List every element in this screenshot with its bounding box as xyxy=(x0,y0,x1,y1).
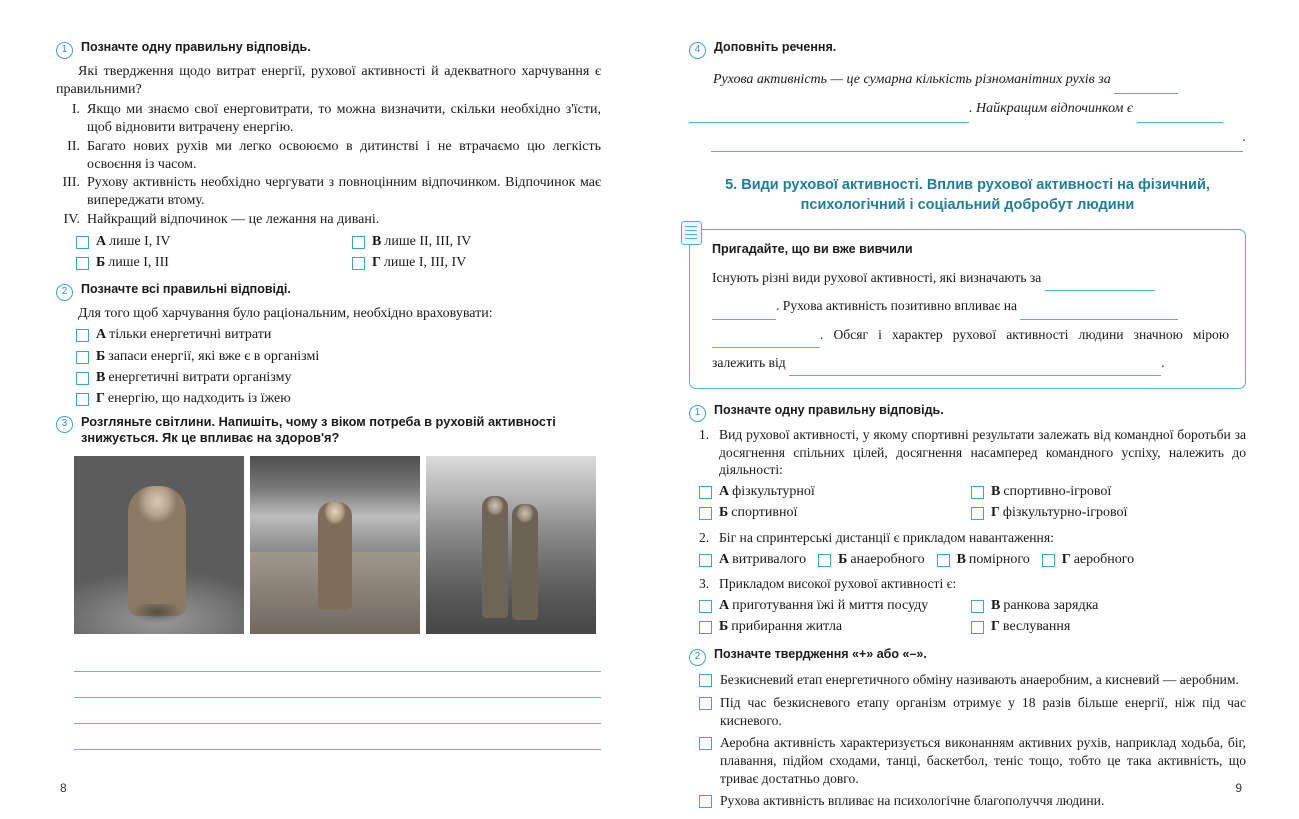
answer-line[interactable] xyxy=(74,646,601,672)
question-row xyxy=(699,426,1246,479)
task-4-title: Доповніть речення. xyxy=(714,40,837,54)
option-v[interactable] xyxy=(971,597,1246,615)
question-text: Біг на спринтерські дистанції є прикладом навантаження: xyxy=(719,530,1054,546)
task-3-photos xyxy=(74,456,601,634)
blank-field[interactable] xyxy=(789,348,1161,376)
checkbox-icon[interactable] xyxy=(971,621,984,634)
option-label: помірного xyxy=(968,551,1030,567)
option-letter: Г xyxy=(991,505,1000,521)
question-text: Прикладом високої рухової активності є: xyxy=(719,576,957,592)
task-1-title: Позначте одну правильну відповідь. xyxy=(81,40,311,54)
blank-field[interactable] xyxy=(1137,94,1223,123)
option-letter: В xyxy=(991,597,1001,613)
option-letter: В xyxy=(372,234,382,250)
option-label: спортивної xyxy=(731,505,798,521)
option-g[interactable] xyxy=(971,618,1246,636)
option-b[interactable] xyxy=(76,254,348,272)
recall-part-2: . Рухова активність позитивно впливає на xyxy=(776,298,1018,314)
option-letter: Б xyxy=(719,618,729,634)
task-2-options xyxy=(76,326,601,408)
task-3-answer-area[interactable] xyxy=(74,646,601,750)
option-label: енергетичні витрати організму xyxy=(108,369,292,385)
statement-text: Під час безкисневого етапу організм отримує у 18 разів більше енергії, ніж під час кисневого. xyxy=(720,694,1246,728)
option-label: запаси енергії, які вже є в організмі xyxy=(108,348,320,364)
option-label: лише I, III, IV xyxy=(383,255,467,271)
photo-woman-jogging xyxy=(250,456,420,634)
option-label: лише I, III xyxy=(108,255,169,271)
task-3-header xyxy=(56,414,601,446)
book-icon xyxy=(681,221,702,245)
option-label: фізкультурно-ігрової xyxy=(1002,505,1128,521)
option-b[interactable] xyxy=(818,551,924,569)
checkbox-icon[interactable] xyxy=(699,621,712,634)
page-number-left: 8 xyxy=(60,781,67,795)
section-title-line-2: психологічний і соціальний добробут людини xyxy=(800,196,1135,213)
blank-field[interactable] xyxy=(712,291,776,319)
right-task-1-question-2 xyxy=(699,529,1246,547)
page-right xyxy=(649,0,1298,819)
checkbox-icon[interactable] xyxy=(352,236,365,249)
task-4-line-3 xyxy=(689,123,1246,152)
checkbox-icon[interactable] xyxy=(76,372,89,385)
option-b[interactable] xyxy=(699,504,967,522)
option-b[interactable] xyxy=(699,618,967,636)
statement-row[interactable] xyxy=(699,734,1246,787)
recall-part-3: . Обсяг і характер рухової активності людини значною мірою залежить від xyxy=(712,326,1229,370)
option-label: лише II, III, IV xyxy=(384,234,472,250)
section-heading xyxy=(689,176,1246,215)
checkbox-icon[interactable] xyxy=(699,697,712,710)
right-task-1-question-1 xyxy=(699,426,1246,479)
task-1-statements xyxy=(56,101,601,229)
checkbox-icon[interactable] xyxy=(76,236,89,249)
option-label: анаеробного xyxy=(850,551,925,567)
blank-field[interactable] xyxy=(1045,263,1155,291)
task-number-badge: 3 xyxy=(56,416,73,433)
roman-numeral: II. xyxy=(67,138,80,154)
page-left xyxy=(0,0,649,819)
checkbox-icon[interactable] xyxy=(699,737,712,750)
checkbox-icon[interactable] xyxy=(76,257,89,270)
task-3-title: Розгляньте світлини. Напишіть, чому з віком потреба в руховій активності знижується. Як це впливає на здоров'я? xyxy=(81,414,556,446)
option-label: енергію, що надходить із їжею xyxy=(107,391,291,406)
option-letter: Б xyxy=(96,348,106,364)
sentence-part-1: Рухова активність — це сумарна кількість різноманітних рухів за xyxy=(713,72,1111,87)
checkbox-icon[interactable] xyxy=(818,554,831,567)
checkbox-icon[interactable] xyxy=(937,554,950,567)
option-a[interactable] xyxy=(76,326,601,344)
blank-field[interactable] xyxy=(712,320,820,348)
option-letter: В xyxy=(956,551,966,567)
question-text: Вид рухової активності, у якому спортивні результати залежать від командної боротьби за досягнення спільних цілей, досягнення насамперед командного успіху, належить до діяльності: xyxy=(719,426,1246,478)
recall-text xyxy=(712,263,1229,376)
task-2-header xyxy=(56,282,601,301)
checkbox-icon[interactable] xyxy=(699,507,712,520)
right-task-1-header xyxy=(689,403,1246,422)
statement-text: Найкращий відпочинок — це лежання на дивані. xyxy=(87,212,380,228)
task-4-header xyxy=(689,40,1246,59)
task-1-header xyxy=(56,40,601,59)
checkbox-icon[interactable] xyxy=(971,600,984,613)
option-label: спортивно-ігрової xyxy=(1003,483,1112,499)
checkbox-icon[interactable] xyxy=(352,257,365,270)
roman-numeral: IV. xyxy=(63,212,80,228)
checkbox-icon[interactable] xyxy=(971,507,984,520)
right-task-2-header xyxy=(689,647,1246,666)
checkbox-icon[interactable] xyxy=(699,554,712,567)
option-v[interactable] xyxy=(937,551,1030,569)
task-number-badge: 4 xyxy=(689,42,706,59)
statement-text: Аеробна активність характеризується виконанням активних рухів, наприклад ходьба, біг, плавання, підйом сходами, танці, баскетбол, теніс тощо, тобто це така активність, що триває достатньо довго. xyxy=(720,735,1246,786)
option-letter: Б xyxy=(838,551,848,567)
sentence-part-2: . Найкращим відпочинком є xyxy=(969,101,1133,116)
section-title-line-1: Види рухової активності. Вплив рухової активності на фізичний, xyxy=(741,177,1210,193)
statement-text: Рухову активність необхідно чергувати з повноцінним відпочинком. Відпочинок має випереджати втому. xyxy=(87,175,601,209)
question-number: 3. xyxy=(699,576,710,592)
right-task-2-statements xyxy=(689,671,1246,810)
blank-field[interactable] xyxy=(689,94,969,123)
roman-numeral: I. xyxy=(71,101,80,117)
statement-text: Безкисневий етап енергетичного обміну називають анаеробним, а кисневий — аеробним. xyxy=(720,672,1239,688)
option-b[interactable] xyxy=(76,348,601,366)
option-label: фізкультурної xyxy=(732,483,815,499)
option-label: веслування xyxy=(1002,618,1071,634)
question-number: 2. xyxy=(699,530,710,546)
question-2-options xyxy=(699,551,1246,571)
section-number: 5. xyxy=(725,177,738,193)
option-g[interactable] xyxy=(971,504,1246,522)
question-3-options xyxy=(699,597,1246,639)
roman-numeral: III. xyxy=(62,175,80,191)
option-letter: В xyxy=(991,483,1001,499)
blank-field[interactable] xyxy=(1020,291,1178,319)
option-a[interactable] xyxy=(699,597,967,615)
sentence-end-dot: . xyxy=(1242,130,1246,145)
option-label: витривалого xyxy=(732,551,807,567)
task-number-badge: 2 xyxy=(56,284,73,301)
statement-text: Якщо ми знаємо свої енерговитрати, то можна визначити, скільки необхідно з'їсти, щоб відновити витрачену енергію. xyxy=(87,101,601,135)
recall-title: Пригадайте, що ви вже вивчили xyxy=(712,242,913,257)
option-a[interactable] xyxy=(76,233,348,251)
statement-row[interactable] xyxy=(699,694,1246,729)
option-letter: В xyxy=(96,369,106,385)
question-row xyxy=(699,575,1246,593)
option-letter: А xyxy=(719,551,730,567)
list-item xyxy=(56,138,601,174)
option-letter: Б xyxy=(96,255,106,271)
option-letter: Г xyxy=(372,255,381,271)
checkbox-icon[interactable] xyxy=(76,351,89,364)
checkbox-icon[interactable] xyxy=(971,486,984,499)
checkbox-icon[interactable] xyxy=(76,329,89,342)
option-g[interactable] xyxy=(76,390,601,408)
photo-boy-running xyxy=(74,456,244,634)
checkbox-icon[interactable] xyxy=(699,486,712,499)
task-4-sentence xyxy=(689,65,1246,152)
option-v[interactable] xyxy=(352,233,601,251)
statement-text: Багато нових рухів ми легко освоюємо в дитинстві і не втрачаємо цю легкість освоєння із часом. xyxy=(87,138,601,172)
right-task-2-title: Позначте твердження «+» або «–». xyxy=(714,647,927,662)
checkbox-icon[interactable] xyxy=(699,795,712,808)
option-a[interactable] xyxy=(699,483,967,501)
task-2-title: Позначте всі правильні відповіді. xyxy=(81,281,291,296)
question-row xyxy=(699,529,1246,547)
blank-field[interactable] xyxy=(1114,65,1178,94)
option-g[interactable] xyxy=(352,254,601,272)
statement-row[interactable] xyxy=(699,792,1246,810)
task-1-options xyxy=(76,233,601,275)
statement-row[interactable] xyxy=(699,671,1246,689)
recall-end-dot: . xyxy=(1161,354,1165,370)
statement-text: Рухова активність впливає на психологічне благополуччя людини. xyxy=(720,793,1105,809)
photo-elderly-couple-walking xyxy=(426,456,596,634)
task-number-badge: 2 xyxy=(689,649,706,666)
option-label: аеробного xyxy=(1073,551,1135,567)
task-2-prompt: Для того щоб харчування було раціональним, необхідно враховувати: xyxy=(78,305,493,321)
checkbox-icon[interactable] xyxy=(1042,554,1055,567)
option-v[interactable] xyxy=(971,483,1246,501)
question-number: 1. xyxy=(699,426,710,442)
option-label: тільки енергетичні витрати xyxy=(109,327,272,343)
option-letter: А xyxy=(96,327,107,343)
answer-line[interactable] xyxy=(74,672,601,698)
option-label: приготування їжі й миття посуду xyxy=(732,597,929,613)
answer-line[interactable] xyxy=(74,724,601,750)
task-4-line-2 xyxy=(689,94,1246,123)
checkbox-icon[interactable] xyxy=(76,393,89,406)
answer-line[interactable] xyxy=(74,698,601,724)
recall-part-1: Існують різні види рухової активності, які визначають за xyxy=(712,270,1042,286)
option-label: прибирання житла xyxy=(731,618,843,634)
option-label: лише I, IV xyxy=(109,234,171,250)
page-number-right: 9 xyxy=(1235,781,1242,795)
option-letter: А xyxy=(719,483,730,499)
recall-box xyxy=(689,229,1246,389)
right-task-1-title: Позначте одну правильну відповідь. xyxy=(714,402,944,417)
blank-field[interactable] xyxy=(711,123,1243,152)
list-item xyxy=(56,174,601,210)
task-number-badge: 1 xyxy=(56,42,73,59)
checkbox-icon[interactable] xyxy=(699,600,712,613)
option-letter: А xyxy=(719,597,730,613)
task-4-line-1 xyxy=(689,65,1246,94)
option-letter: Г xyxy=(991,618,1000,634)
question-1-options xyxy=(699,483,1246,525)
list-item xyxy=(56,211,601,229)
option-label: ранкова зарядка xyxy=(1003,597,1099,613)
option-v[interactable] xyxy=(76,369,601,387)
option-a[interactable] xyxy=(699,551,806,569)
option-letter: А xyxy=(96,234,107,250)
list-item xyxy=(56,101,601,137)
checkbox-icon[interactable] xyxy=(699,674,712,687)
task-number-badge: 1 xyxy=(689,405,706,422)
option-letter: Г xyxy=(96,391,105,406)
option-letter: Г xyxy=(1061,551,1071,567)
option-g[interactable] xyxy=(1042,551,1134,569)
right-task-1-question-3 xyxy=(699,575,1246,593)
task-1-prompt: Які твердження щодо витрат енергії, рухової активності й адекватного харчування є правильними? xyxy=(56,64,601,97)
option-letter: Б xyxy=(719,505,729,521)
